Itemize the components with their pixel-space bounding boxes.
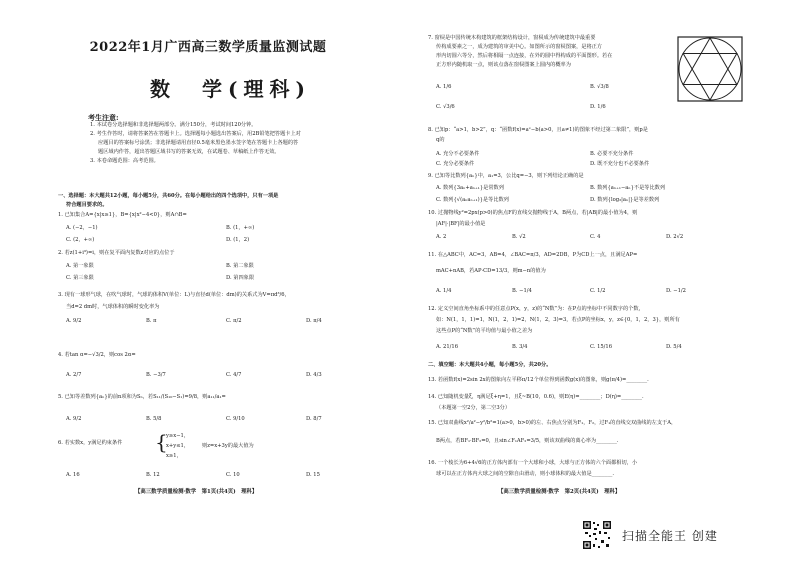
option: A. 1/4	[436, 288, 452, 294]
question-12-cont: 这些点P的“N数”的平均值与最小值之差为	[436, 328, 533, 334]
notice-item: 2. 考生作答时，请将答案答在答题卡上。选择题每小题选出答案后，用2B铅笔把答题卡上对	[90, 131, 301, 137]
option: B. 第二象限	[226, 263, 254, 269]
option: D. 1/6	[590, 104, 606, 110]
option: C. 9/10	[226, 416, 245, 422]
option: B. 12	[146, 472, 160, 478]
option: C. 1/2	[590, 288, 606, 294]
option: B. −1/4	[512, 288, 532, 294]
option: C. 数列{√(aₙaₙ₊₁)}是等比数列	[436, 197, 509, 203]
question-7-cont: 传构成要素之一，成为建筑的审美中心。如图所示的窗棂图案，是将正方	[436, 44, 603, 50]
option: C. π/2	[226, 318, 242, 324]
option: A. 1/6	[436, 84, 452, 90]
question-11-cont: mAC+nAB，若AP·CD=13/3，则m−n的值为	[436, 268, 546, 274]
question-8-cont: q的	[436, 137, 445, 143]
question-10-cont: |AF|·|BF|的最小值是	[436, 221, 486, 227]
exam-subject: 数 学(理科)	[150, 77, 311, 101]
option: D. 4/3	[306, 372, 322, 378]
option: A. 数列{3aₙ+aₙ₊₁}是常数列	[436, 185, 504, 191]
option: A. 9/2	[66, 318, 82, 324]
option: B. π	[146, 318, 157, 324]
option: D. 8/7	[306, 416, 322, 422]
option: D. (1，2)	[226, 237, 250, 243]
question-6: 6. 若实数x，y满足约束条件	[58, 440, 123, 446]
question-16: 16. 一个棱长为6+4√6的正方体内部有一个大球和小球，大球与正方体的六个面都相切，小	[428, 460, 638, 466]
option: B. 3/4	[512, 344, 528, 350]
notice-item: 3. 本卷命题范围：高考范围。	[90, 158, 159, 164]
section-heading: 一、选择题：本大题共12小题，每小题5分，共60分。在每小题给出的四个选项中，只有一项是	[58, 193, 279, 199]
option: C. 15/16	[590, 344, 613, 350]
option: D. 第四象限	[226, 275, 255, 281]
question-7-cont: 形内切圆六等分，然后将相隔一点连接，在外的圆中得构成的平面图形。若在	[436, 53, 613, 59]
qr-code-icon	[582, 520, 612, 550]
option: B. √3/8	[590, 84, 609, 90]
option: C. 第三象限	[66, 275, 94, 281]
option: B. 数列{aₙ₊₁−aₙ}不是等比数列	[590, 185, 666, 191]
question-1: 1. 已知集合A={x|x≥1}，B={x|x²−4<0}，则A∩B=	[58, 212, 187, 218]
option: C. 4	[590, 234, 601, 240]
option: A. (−2，−1)	[66, 225, 98, 231]
option: D. 15	[306, 472, 320, 478]
section-heading-cont: 符合题目要求的。	[66, 202, 108, 208]
question-16-cont: 球可以在正方体内大球之间的空隙自由滑动，则小球体积的最大值是________.	[436, 471, 615, 477]
option: C. (2，+∞)	[66, 237, 95, 243]
option: A. 16	[66, 472, 80, 478]
question-3-cont: 当d=2 dm时，气球体积的瞬时变化率为	[66, 304, 160, 310]
question-15-cont: B两点，若BF₁·BF₂=0，且sin∠F₁AF₂=3/5，则该双曲线的离心率为________.	[436, 438, 619, 444]
exam-title: 2022年1月广西高三数学质量监测试题	[89, 40, 327, 55]
question-5: 5. 已知等差数列{aₙ}的前n项和为Sₙ，若S₁₁/(S₁₀−S₁)=9/8，则a₁₁/a₁=	[58, 394, 226, 400]
option: B. −3/7	[146, 372, 166, 378]
option: A. 2	[436, 234, 447, 240]
option: D. 2√2	[666, 234, 684, 240]
question-12-cont: 如：N(1，1，1)=1，N(1，2，1)=2，N(1，2，3)=3，若点P的坐标x，y，z∈{0，1，2，3}，则所有	[436, 317, 680, 323]
question-6-cont: 则z=x+3y的最大值为	[202, 443, 254, 449]
question-4: 4. 若tan α=−√3/2，则cos 2α=	[58, 352, 136, 358]
constraint: x+y≤1，	[166, 443, 190, 449]
option: A. 第一象限	[66, 263, 94, 269]
question-9: 9. 已知等比数列{aₙ}中，a₁=3，公比q=−3，则下列结论正确的是	[428, 173, 584, 179]
page-footer-right: 【高三数学质量检测·数学 第2页(共4页) 理科】	[498, 489, 621, 495]
notice-item: 题区域内作答，超出答题区域书写的答案无效，在试题卷、草稿纸上作答无效。	[98, 149, 280, 155]
question-15: 15. 已知双曲线x²/a²−y²/b²=1(a>0，b>0)的左、右焦点分别为F₁，F₂，过F₁的直线交双曲线的左支于A，	[428, 420, 677, 426]
option: A. 充分不必要条件	[436, 151, 480, 157]
option: B. 必要不充分条件	[590, 151, 634, 157]
notice-title: 考生注意:	[88, 113, 119, 122]
section-heading: 二、填空题：本大题共4小题，每小题5分，共20分。	[428, 362, 552, 368]
question-14-note: （本题第一空2分，第二空3分）	[436, 405, 511, 411]
question-3: 3. 现有一球形气球，在吹气球时，气球的体积V(单位：L)与直径d(单位：dm)的关系式为V=πd³/6，	[58, 292, 290, 298]
option: D. 既不充分也不必要条件	[590, 161, 650, 167]
option: B. √2	[512, 234, 526, 240]
constraint: y≥x−1，	[166, 433, 190, 439]
option: C. 4/7	[226, 372, 242, 378]
option: D. 数列{log₃|aₙ|}是等差数列	[590, 197, 660, 203]
brace-symbol: {	[155, 430, 168, 454]
question-7: 7. 窗棂是中国传统木构建筑的框架结构设计，窗棂成为传统建筑中最重要	[428, 35, 596, 41]
option: C. 充分必要条件	[436, 161, 475, 167]
option: A. 2/7	[66, 372, 82, 378]
page-footer-left: 【高三数学质量检测·数学 第1页(共4页) 理科】	[135, 489, 258, 495]
question-14: 14. 已知随机变量ξ，η满足ξ+η=1，且ξ~B(10，0.6)，则E(η)=________；D(η)=________.	[428, 394, 644, 400]
option: B. (1，+∞)	[226, 225, 255, 231]
option: B. 5/8	[146, 416, 162, 422]
lattice-window-figure	[677, 36, 743, 102]
option: D. 5/4	[666, 344, 682, 350]
notice-item: 1. 本试卷分选择题和非选择题两部分。满分150分，考试时间120分钟。	[90, 122, 257, 128]
constraint: x≥1，	[166, 453, 182, 459]
question-7-cont: 正方形内随机取一点，则该点落在窗棂图案上圆内的概率为	[436, 62, 571, 68]
option: C. √3/6	[436, 104, 455, 110]
option: D. π/4	[306, 318, 322, 324]
scanner-brand-text: 扫描全能王 创建	[622, 529, 718, 543]
notice-item: 应题目的答案标号涂黑；非选择题请用直径0.5毫米黑色墨水签字笔在答题卡上各题的答	[98, 140, 299, 146]
question-2: 2. 若z(1+i³)=i，则在复平面内复数z对应的点位于	[58, 250, 175, 256]
question-12: 12. 定义空间直角坐标系中的任意点P(x，y，z)的“N数”为：在P点的坐标中不同数字的个数，	[428, 306, 644, 312]
option: A. 9/2	[66, 416, 82, 422]
question-8: 8. 已知p：“a>1，b>2”，q：“函数f(x)=aˣ−b(a>0，且a≠1)的图象不经过第二象限”，则p是	[428, 127, 648, 133]
question-13: 13. 若函数f(x)=2sin 2x的图象向左平移π/12个单位得到函数g(x)的图象，则g(π/4)=________.	[428, 377, 649, 383]
question-11: 11. 在△ABC中，AC=3，AB=4，∠BAC=π/3，AD=2DB，P为CD上一点，且满足AP=	[428, 252, 638, 258]
question-10: 10. 过抛物线y²=2px(p>0)的焦点F的直线交抛物线于A，B两点，若|AB|的最小值为4，则	[428, 210, 638, 216]
option: A. 21/16	[436, 344, 458, 350]
option: D. −1/2	[666, 288, 686, 294]
option: C. 10	[226, 472, 240, 478]
